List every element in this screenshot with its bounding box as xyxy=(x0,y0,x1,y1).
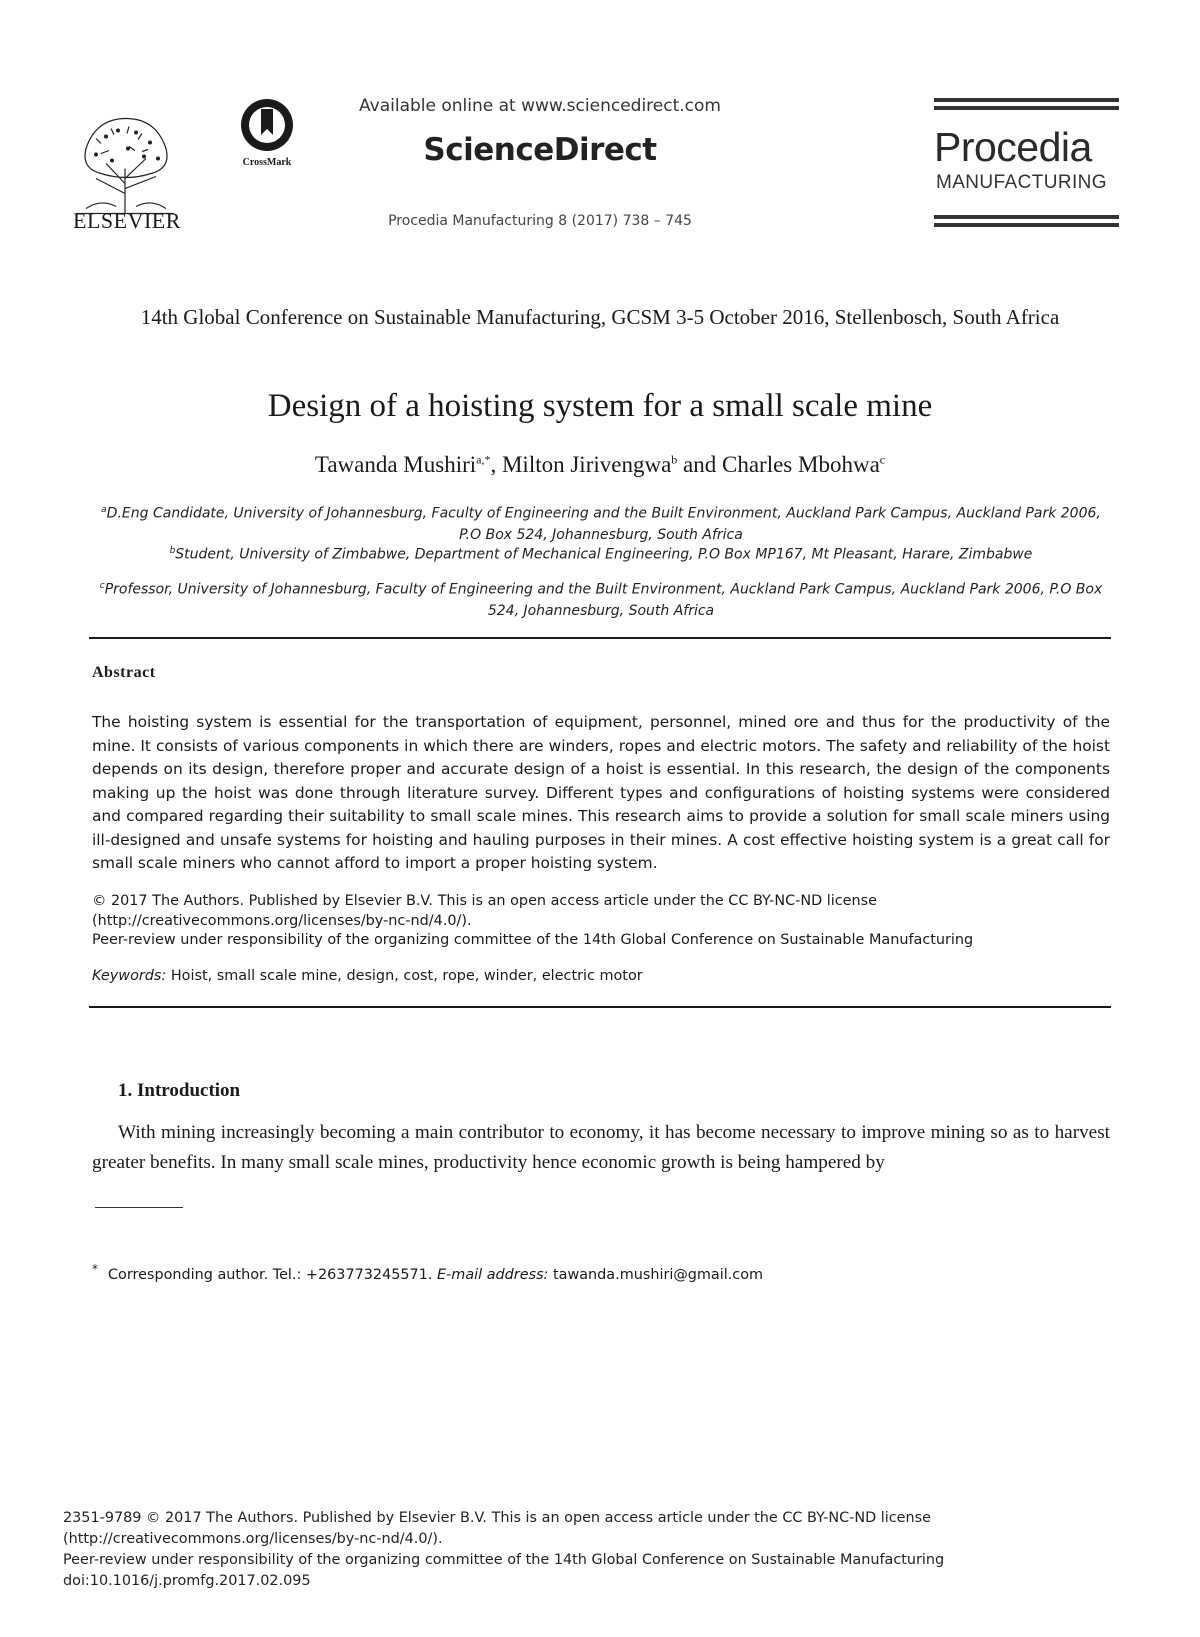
author-name: Tawanda Mushiri xyxy=(314,452,477,477)
procedia-rule xyxy=(934,223,1119,227)
sciencedirect-brand: ScienceDirect xyxy=(423,132,657,168)
author-affiliation-mark: c xyxy=(879,452,886,467)
footer-issn-copyright: 2351-9789 © 2017 The Authors. Published by Elsevier B.V. This is an open access article under the CC BY-NC-ND license xyxy=(63,1510,932,1526)
keywords-list: Hoist, small scale mine, design, cost, rope, winder, electric motor xyxy=(166,968,643,984)
procedia-rule xyxy=(934,106,1119,110)
journal-logo-name: Procedia xyxy=(934,124,1092,170)
introduction-heading: 1. Introduction xyxy=(118,1080,241,1101)
section-divider xyxy=(89,637,1111,639)
affiliation-text: Professor, University of Johannesburg, Faculty of Engineering and the Built Environment, Auckland Park Campus, Auckland Park 2006, P.O Box 524, Johannesburg, South Africa xyxy=(104,581,1103,619)
author-separator: , xyxy=(490,452,502,477)
footnote-marker: * xyxy=(92,1262,98,1276)
author-name: Milton Jirivengwa xyxy=(501,452,672,477)
conference-name: 14th Global Conference on Sustainable Manufacturing, GCSM 3-5 October 2016, Stellenbosch, South Africa xyxy=(140,305,1060,329)
introduction-text: With mining increasingly becoming a main contributor to economy, it has become necessary to improve mining so as to harvest greater benefits. In many small scale mines, productivity hence economic growth is being hampered by xyxy=(92,1122,1110,1173)
keywords-label: Keywords: xyxy=(92,968,167,984)
footnote-text: Corresponding author. Tel.: +263773245571. xyxy=(108,1266,438,1283)
license-link[interactable]: (http://creativecommons.org/licenses/by-nc-nd/4.0/). xyxy=(92,912,472,929)
email-address[interactable]: tawanda.mushiri@gmail.com xyxy=(548,1266,764,1283)
footer-doi[interactable]: doi:10.1016/j.promfg.2017.02.095 xyxy=(63,1573,311,1589)
footer-peer-review: Peer-review under responsibility of the organizing committee of the 14th Global Conference on Sustainable Manufacturing xyxy=(63,1552,945,1568)
email-label: E-mail address: xyxy=(437,1266,549,1283)
procedia-rule xyxy=(934,98,1119,102)
page-footer xyxy=(63,1508,1123,1592)
introduction-body xyxy=(92,1118,1110,1178)
available-online[interactable]: Available online at www.sciencedirect.com xyxy=(359,96,721,116)
journal-citation: Procedia Manufacturing 8 (2017) 738 – 745 xyxy=(388,213,692,229)
procedia-rule xyxy=(934,215,1119,219)
affiliation-text: D.Eng Candidate, University of Johannesburg, Faculty of Engineering and the Built Environment, Auckland Park Campus, Auckland Park 2006, P.O Box 524, Johannesburg, South Africa xyxy=(106,505,1101,543)
peer-review-note: Peer-review under responsibility of the organizing committee of the 14th Global Conference on Sustainable Manufacturing xyxy=(92,932,974,948)
copyright-line: © 2017 The Authors. Published by Elsevier B.V. This is an open access article under the CC BY-NC-ND license xyxy=(92,893,877,909)
author-affiliation-mark: b xyxy=(671,452,678,467)
corresponding-author-footnote xyxy=(92,1262,1092,1283)
author-affiliation-mark: a,* xyxy=(476,452,491,467)
author-name: Charles Mbohwa xyxy=(722,452,880,477)
author-list xyxy=(90,452,1110,478)
affiliation-a xyxy=(96,500,1106,546)
abstract-body: The hoisting system is essential for the transportation of equipment, personnel, mined ore and thus for the productivity of the mine. It consists of various components in which there are winders, ropes and electric motors. The safety and reliability of the hoist depends on its design, therefore proper and accurate design of a hoist is essential. In this research, the design of the components making up the hoist was done through literature survey. Different types and configurations of hoisting systems were considered and compared regarding their suitability to small scale mines. This research aims to provide a solution for small scale miners using ill-designed and unsafe systems for hoisting and hauling purposes in their mines. A cost effective hoisting system is a great call for small scale miners who cannot afford to import a proper hoisting system. xyxy=(92,713,1110,872)
paper-title: Design of a hoisting system for a small scale mine xyxy=(267,388,933,424)
crossmark-label: CrossMark xyxy=(242,157,292,168)
copyright-note xyxy=(92,892,1110,951)
affiliation-mark: c xyxy=(99,581,105,591)
crossmark-logo xyxy=(232,97,302,169)
affiliation-b xyxy=(96,541,1106,566)
affiliation-mark: a xyxy=(101,505,107,515)
keywords xyxy=(92,968,1110,984)
author-separator: and xyxy=(677,452,722,477)
section-divider xyxy=(89,1006,1111,1008)
footer-license-link[interactable]: (http://creativecommons.org/licenses/by-nc-nd/4.0/). xyxy=(63,1531,443,1547)
affiliation-mark: b xyxy=(169,546,176,556)
journal-logo-subtitle: MANUFACTURING xyxy=(936,172,1107,193)
abstract-heading: Abstract xyxy=(92,664,156,681)
footnote-divider xyxy=(95,1207,183,1208)
affiliation-text: Student, University of Zimbabwe, Department of Mechanical Engineering, P.O Box MP167, Mt Pleasant, Harare, Zimbabwe xyxy=(175,546,1033,563)
affiliation-c xyxy=(96,576,1106,622)
elsevier-wordmark: ELSEVIER xyxy=(73,208,181,233)
